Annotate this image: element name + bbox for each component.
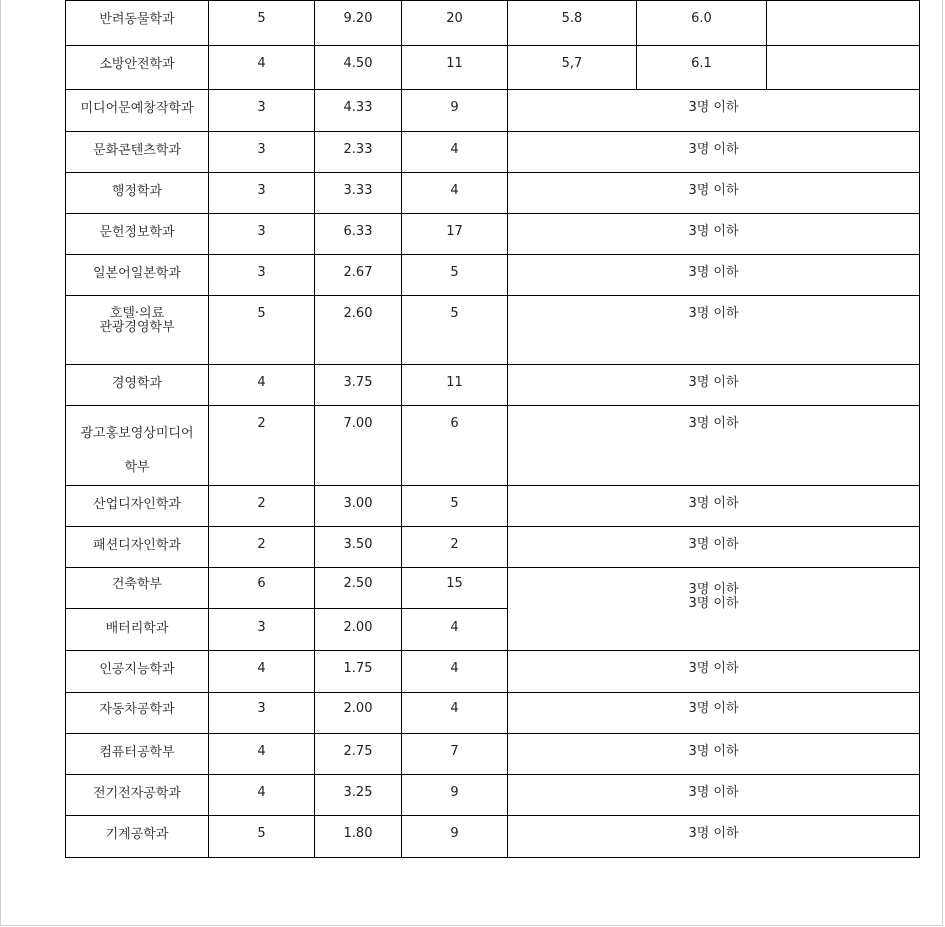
quota-cell: 2 [209, 527, 315, 568]
department-cell: 기계공학과 [66, 816, 209, 858]
quota-cell: 3 [209, 132, 315, 173]
department-line-2: 관광경영학부 [99, 320, 175, 335]
note-line-2: 3명 이하 [688, 596, 739, 611]
applicants-cell: 4 [402, 609, 508, 651]
applicants-cell: 6 [402, 406, 508, 486]
note-cell: 3명 이하 [508, 734, 920, 775]
competition-rate-cell: 1.80 [315, 816, 402, 858]
applicants-cell: 20 [402, 1, 508, 46]
quota-cell: 4 [209, 775, 315, 816]
applicants-cell: 4 [402, 132, 508, 173]
competition-rate-cell: 1.75 [315, 651, 402, 693]
applicants-cell: 7 [402, 734, 508, 775]
department-line-1: 호텔·의료 [109, 306, 165, 321]
department-cell: 산업디자인학과 [66, 486, 209, 527]
department-cell: 건축학부 [66, 568, 209, 609]
note-cell: 3명 이하 [508, 775, 920, 816]
competition-rate-cell: 4.33 [315, 90, 402, 132]
competition-rate-cell: 2.60 [315, 296, 402, 365]
competition-rate-cell: 3.33 [315, 173, 402, 214]
grade-cell-3 [767, 1, 920, 46]
table-row [66, 568, 920, 609]
note-cell: 3명 이하 [508, 527, 920, 568]
competition-rate-cell: 2.00 [315, 693, 402, 734]
note-line-1: 3명 이하 [688, 582, 739, 597]
admission-results-table [65, 0, 920, 858]
applicants-cell: 4 [402, 693, 508, 734]
applicants-cell: 9 [402, 775, 508, 816]
department-cell: 반려동물학과 [66, 1, 209, 46]
table-row [66, 296, 920, 365]
department-line-1: 광고홍보영상미디어 [80, 426, 194, 441]
applicants-cell: 9 [402, 90, 508, 132]
grade-cell-2: 6.0 [637, 1, 767, 46]
competition-rate-cell: 3.00 [315, 486, 402, 527]
department-cell: 미디어문예창작학과 [66, 90, 209, 132]
department-cell: 전기전자공학과 [66, 775, 209, 816]
note-cell: 3명 이하 [508, 132, 920, 173]
table-row [66, 132, 920, 173]
table-row [66, 734, 920, 775]
applicants-cell: 5 [402, 296, 508, 365]
note-cell: 3명 이하 [508, 173, 920, 214]
applicants-cell: 4 [402, 173, 508, 214]
table-row [66, 1, 920, 46]
note-cell: 3명 이하 [508, 406, 920, 486]
grade-cell-1: 5.8 [508, 1, 637, 46]
department-cell: 문헌정보학과 [66, 214, 209, 255]
department-cell: 인공지능학과 [66, 651, 209, 693]
table-row [66, 406, 920, 486]
competition-rate-cell: 3.50 [315, 527, 402, 568]
quota-cell: 3 [209, 90, 315, 132]
department-line-2: 학부 [124, 460, 150, 475]
table-row [66, 816, 920, 858]
table-row [66, 693, 920, 734]
applicants-cell: 2 [402, 527, 508, 568]
quota-cell: 3 [209, 255, 315, 296]
table-row [66, 90, 920, 132]
applicants-cell: 4 [402, 651, 508, 693]
competition-rate-cell: 7.00 [315, 406, 402, 486]
note-cell: 3명 이하 [508, 255, 920, 296]
note-cell [508, 568, 920, 651]
competition-rate-cell: 9.20 [315, 1, 402, 46]
quota-cell: 5 [209, 1, 315, 46]
grade-cell-3 [767, 46, 920, 90]
note-cell: 3명 이하 [508, 90, 920, 132]
note-cell: 3명 이하 [508, 693, 920, 734]
competition-rate-cell: 3.25 [315, 775, 402, 816]
department-cell: 컴퓨터공학부 [66, 734, 209, 775]
quota-cell: 3 [209, 173, 315, 214]
competition-rate-cell: 2.67 [315, 255, 402, 296]
quota-cell: 3 [209, 609, 315, 651]
quota-cell: 4 [209, 46, 315, 90]
applicants-cell: 9 [402, 816, 508, 858]
competition-rate-cell: 2.50 [315, 568, 402, 609]
department-cell: 일본어일본학과 [66, 255, 209, 296]
table-row [66, 365, 920, 406]
applicants-cell: 17 [402, 214, 508, 255]
quota-cell: 5 [209, 816, 315, 858]
department-cell: 패션디자인학과 [66, 527, 209, 568]
note-cell: 3명 이하 [508, 486, 920, 527]
applicants-cell: 5 [402, 255, 508, 296]
grade-cell-1: 5,7 [508, 46, 637, 90]
department-cell: 소방안전학과 [66, 46, 209, 90]
quota-cell: 2 [209, 486, 315, 527]
table-row [66, 527, 920, 568]
note-cell: 3명 이하 [508, 365, 920, 406]
department-cell: 자동차공학과 [66, 693, 209, 734]
department-cell: 문화콘텐츠학과 [66, 132, 209, 173]
applicants-cell: 5 [402, 486, 508, 527]
quota-cell: 4 [209, 651, 315, 693]
table-row [66, 173, 920, 214]
note-cell: 3명 이하 [508, 296, 920, 365]
table-row [66, 651, 920, 693]
department-cell: 배터리학과 [66, 609, 209, 651]
applicants-cell: 15 [402, 568, 508, 609]
table-row [66, 46, 920, 90]
quota-cell: 2 [209, 406, 315, 486]
table-row [66, 255, 920, 296]
competition-rate-cell: 3.75 [315, 365, 402, 406]
competition-rate-cell: 2.75 [315, 734, 402, 775]
note-cell: 3명 이하 [508, 816, 920, 858]
department-cell: 행정학과 [66, 173, 209, 214]
applicants-cell: 11 [402, 46, 508, 90]
quota-cell: 6 [209, 568, 315, 609]
applicants-cell: 11 [402, 365, 508, 406]
quota-cell: 3 [209, 214, 315, 255]
department-cell: 경영학과 [66, 365, 209, 406]
quota-cell: 5 [209, 296, 315, 365]
table-row [66, 486, 920, 527]
competition-rate-cell: 4.50 [315, 46, 402, 90]
department-cell [66, 406, 209, 486]
table-row [66, 775, 920, 816]
quota-cell: 3 [209, 693, 315, 734]
competition-rate-cell: 2.00 [315, 609, 402, 651]
competition-rate-cell: 2.33 [315, 132, 402, 173]
quota-cell: 4 [209, 365, 315, 406]
note-cell: 3명 이하 [508, 214, 920, 255]
quota-cell: 4 [209, 734, 315, 775]
grade-cell-2: 6.1 [637, 46, 767, 90]
competition-rate-cell: 6.33 [315, 214, 402, 255]
department-cell [66, 296, 209, 365]
note-cell: 3명 이하 [508, 651, 920, 693]
table-row [66, 214, 920, 255]
